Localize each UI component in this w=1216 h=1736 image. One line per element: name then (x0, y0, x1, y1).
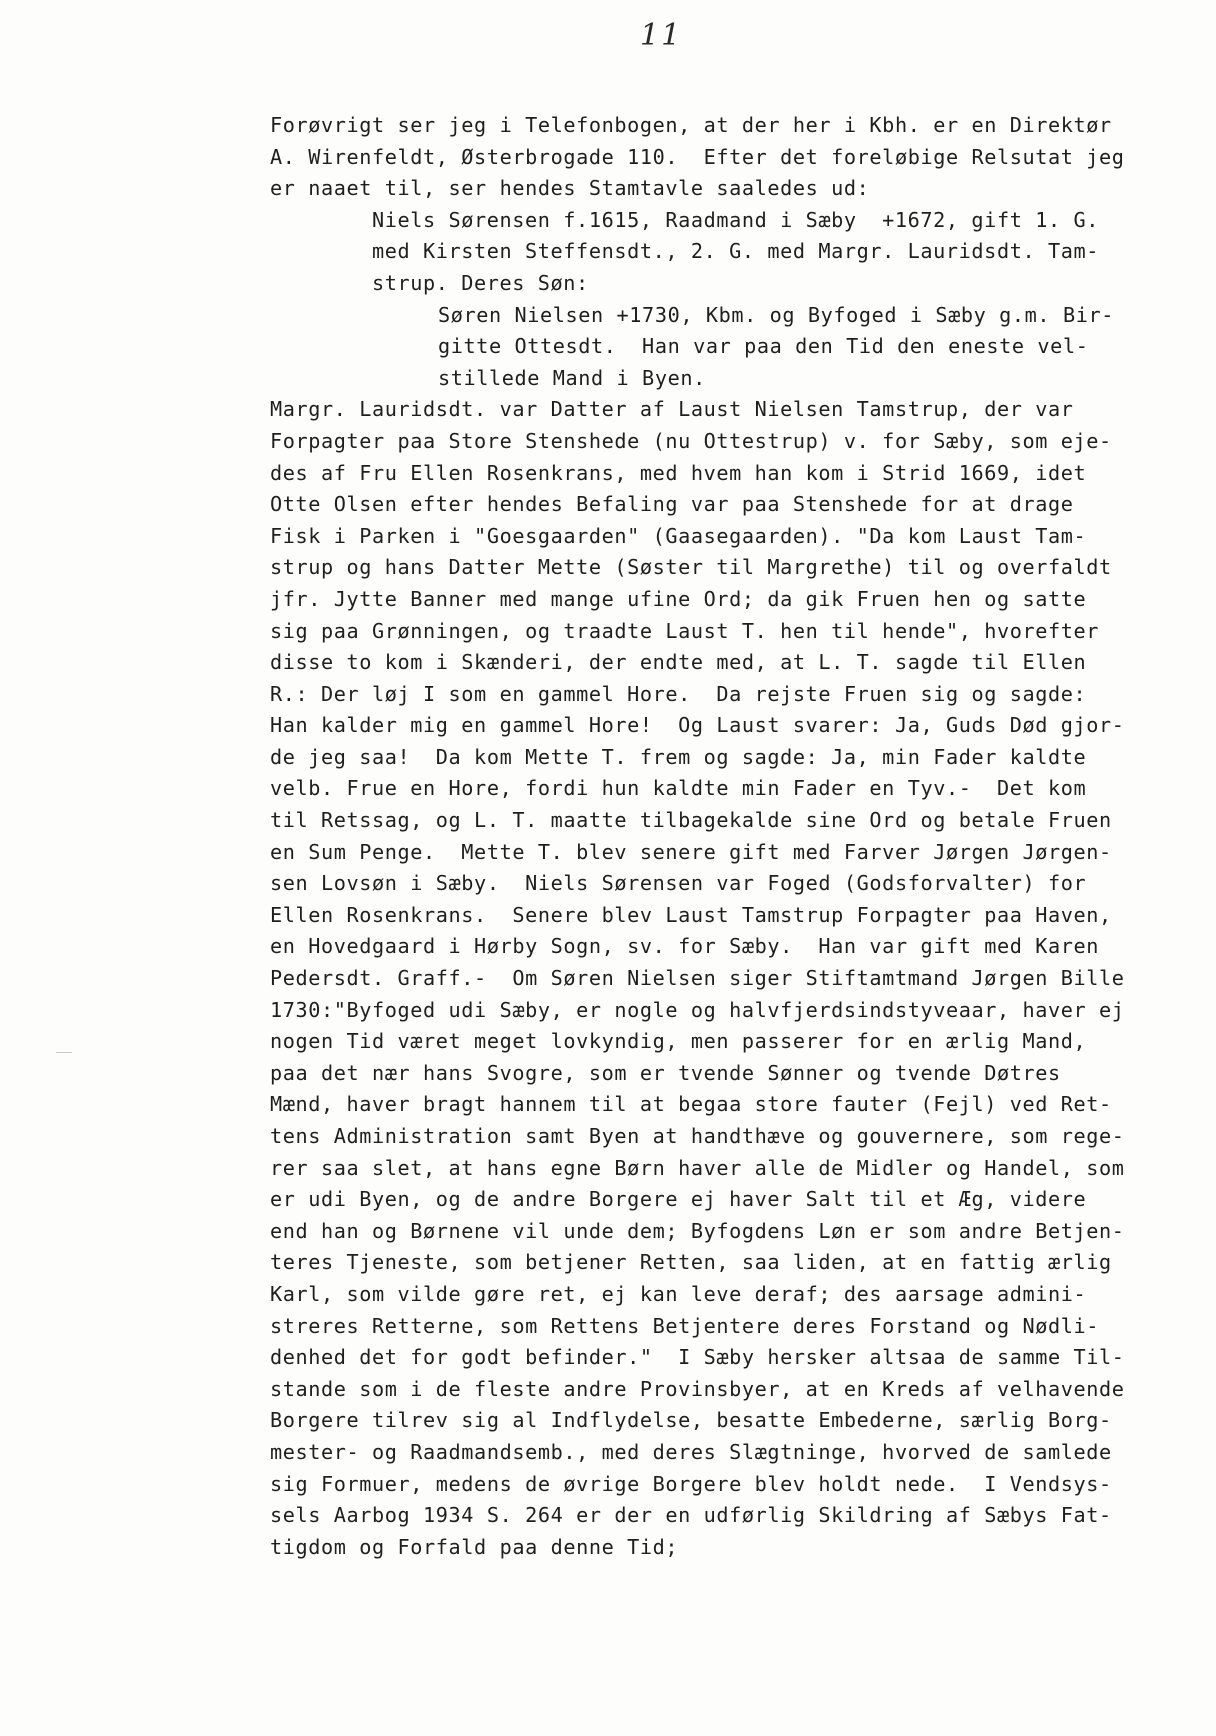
text-line: sen Lovsøn i Sæby. Niels Sørensen var Foged (Godsforvalter) for (270, 871, 1087, 896)
page-number: 11 (640, 18, 683, 53)
text-line: tigdom og Forfald paa denne Tid; (270, 1534, 679, 1559)
text-line: paa det nær hans Svogre, som er tvende Sønner og tvende Døtres (270, 1060, 1061, 1085)
text-line: Otte Olsen efter hendes Befaling var paa Stenshede for at drage (270, 492, 1074, 517)
text-line: med Kirsten Steffensdt., 2. G. med Margr. Lauridsdt. Tam- (372, 239, 1099, 264)
margin-mark (56, 1052, 72, 1053)
text-line: stande som i de fleste andre Provinsbyer, at en Kreds af velhavende (270, 1376, 1125, 1401)
text-line: mester- og Raadmandsemb., med deres Slægtninge, hvorved de samlede (270, 1439, 1112, 1464)
text-line: sig Formuer, medens de øvrige Borgere blev holdt nede. I Vendsys- (270, 1471, 1112, 1496)
text-line: R.: Der løj I som en gammel Hore. Da rejste Fruen sig og sagde: (270, 681, 1087, 706)
text-line: 1730:"Byfoged udi Sæby, er nogle og halvfjerdsindstyveaar, haver ej (270, 997, 1125, 1022)
text-line: jfr. Jytte Banner med mange ufine Ord; da gik Fruen hen og satte (270, 586, 1087, 611)
text-line: Søren Nielsen +1730, Kbm. og Byfoged i Sæby g.m. Bir- (438, 302, 1114, 327)
text-line: Han kalder mig en gammel Hore! Og Laust svarer: Ja, Guds Død gjor- (270, 713, 1125, 738)
text-line: end han og Børnene vil unde dem; Byfogdens Løn er som andre Betjen- (270, 1218, 1125, 1243)
text-line: en Hovedgaard i Hørby Sogn, sv. for Sæby. Han var gift med Karen (270, 934, 1100, 959)
text-line: teres Tjeneste, som betjener Retten, saa liden, at en fattig ærlig (270, 1250, 1112, 1275)
text-line: strup. Deres Søn: (372, 270, 589, 295)
text-line: des af Fru Ellen Rosenkrans, med hvem han kom i Strid 1669, idet (270, 460, 1087, 485)
typed-text-body (270, 110, 1150, 1563)
text-line: Mænd, haver bragt hannem til at begaa store fauter (Fejl) ved Ret- (270, 1092, 1112, 1117)
text-line: strup og hans Datter Mette (Søster til Margrethe) til og overfaldt (270, 555, 1112, 580)
text-line: streres Retterne, som Rettens Betjentere deres Forstand og Nødli- (270, 1313, 1100, 1338)
text-line: rer saa slet, at hans egne Børn haver alle de Midler og Handel, som (270, 1155, 1125, 1180)
text-line: en Sum Penge. Mette T. blev senere gift med Farver Jørgen Jørgen- (270, 839, 1112, 864)
text-line: denhed det for godt befinder." I Sæby hersker altsaa de samme Til- (270, 1345, 1125, 1370)
text-line: er naaet til, ser hendes Stamtavle saaledes ud: (270, 176, 870, 201)
text-line: nogen Tid været meget lovkyndig, men passerer for en ærlig Mand, (270, 1029, 1087, 1054)
text-line: stillede Mand i Byen. (438, 365, 706, 390)
text-line: de jeg saa! Da kom Mette T. frem og sagde: Ja, min Fader kaldte (270, 744, 1087, 769)
text-line: Karl, som vilde gøre ret, ej kan leve deraf; des aarsage admini- (270, 1281, 1087, 1306)
text-line: Pedersdt. Graff.- Om Søren Nielsen siger Stiftamtmand Jørgen Bille (270, 966, 1125, 991)
text-line: A. Wirenfeldt, Østerbrogade 110. Efter det foreløbige Relsutat jeg (270, 144, 1125, 169)
text-line: disse to kom i Skænderi, der endte med, at L. T. sagde til Ellen (270, 650, 1087, 675)
text-line: sels Aarbog 1934 S. 264 er der en udførlig Skildring af Sæbys Fat- (270, 1503, 1112, 1528)
text-line: Fisk i Parken i "Goesgaarden" (Gaasegaarden). "Da kom Laust Tam- (270, 523, 1087, 548)
text-line: Margr. Lauridsdt. var Datter af Laust Nielsen Tamstrup, der var (270, 397, 1074, 422)
text-line: er udi Byen, og de andre Borgere ej haver Salt til et Æg, videre (270, 1187, 1087, 1212)
text-line: Niels Sørensen f.1615, Raadmand i Sæby +1672, gift 1. G. (372, 207, 1099, 232)
text-line: Ellen Rosenkrans. Senere blev Laust Tamstrup Forpagter paa Haven, (270, 902, 1112, 927)
text-line: gitte Ottesdt. Han var paa den Tid den eneste vel- (438, 334, 1089, 359)
text-line: til Retssag, og L. T. maatte tilbagekalde sine Ord og betale Fruen (270, 808, 1112, 833)
text-line: Forøvrigt ser jeg i Telefonbogen, at der her i Kbh. er en Direktør (270, 113, 1112, 137)
text-line: Forpagter paa Store Stenshede (nu Ottestrup) v. for Sæby, som eje- (270, 428, 1112, 453)
text-line: Borgere tilrev sig al Indflydelse, besatte Embederne, særlig Borg- (270, 1408, 1112, 1433)
text-line: sig paa Grønningen, og traadte Laust T. hen til hende", hvorefter (270, 618, 1100, 643)
text-line: tens Administration samt Byen at handthæve og gouvernere, som rege- (270, 1124, 1125, 1148)
text-line: velb. Frue en Hore, fordi hun kaldte min Fader en Tyv.- Det kom (270, 776, 1087, 801)
